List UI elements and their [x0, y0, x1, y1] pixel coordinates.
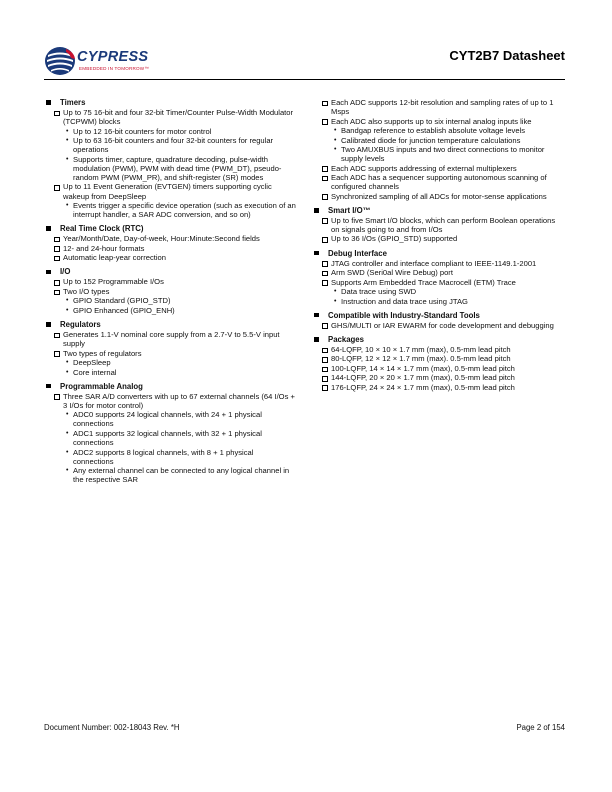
section-title: Compatible with Industry-Standard Tools	[314, 311, 564, 320]
list-item: Up to 11 Event Generation (EVTGEN) timers supporting cyclic wakeup from DeepSleep	[46, 182, 296, 200]
document-number: Document Number: 002-18043 Rev. *H	[44, 723, 180, 732]
header-rule	[44, 79, 565, 80]
sub-list-item: • Bandgap reference to establish absolute voltage levels	[314, 126, 564, 135]
list-item: Synchronized sampling of all ADCs for motor-sense applications	[314, 192, 564, 201]
list-item: Three SAR A/D converters with up to 67 external channels (64 I/Os + 3 I/Os for motor control)	[46, 392, 296, 410]
list-item: 144-LQFP, 20 × 20 × 1.7 mm (max), 0.5-mm lead pitch	[314, 373, 564, 382]
sub-list-item: • Up to 63 16-bit counters and four 32-bit counters for regular operations	[46, 136, 296, 154]
section-title: I/O	[46, 267, 296, 276]
list-item: Up to 36 I/Os (GPIO_STD) supported	[314, 234, 564, 243]
list-item: Up to 75 16-bit and four 32-bit Timer/Counter Pulse-Width Modulator (TCPWM) blocks	[46, 108, 296, 126]
list-item: Each ADC has a sequencer supporting autonomous scanning of configured channels	[314, 173, 564, 191]
list-item: Supports Arm Embedded Trace Macrocell (ETM) Trace	[314, 278, 564, 287]
section-programmable-analog	[46, 382, 296, 485]
list-item: 80-LQFP, 12 × 12 × 1.7 mm (max). 0.5-mm lead pitch	[314, 354, 564, 363]
section-i-o	[46, 267, 296, 315]
logo-tagline: EMBEDDED IN TOMORROW™	[79, 66, 150, 71]
left-column	[46, 98, 296, 489]
section-title: Smart I/O™	[314, 206, 564, 215]
list-item: Year/Month/Date, Day-of-week, Hour:Minute:Second fields	[46, 234, 296, 243]
sub-list-item: • Instruction and data trace using JTAG	[314, 297, 564, 306]
sub-list-item: • GPIO Enhanced (GPIO_ENH)	[46, 306, 296, 315]
sub-list-item: • DeepSleep	[46, 358, 296, 367]
section-real-time-clock-rtc	[46, 224, 296, 262]
list-item: Two I/O types	[46, 287, 296, 296]
section-timers	[46, 98, 296, 219]
sub-list-item: • ADC1 supports 32 logical channels, with 32 + 1 physical connections	[46, 429, 296, 447]
logo-wordmark: CYPRESS	[77, 49, 149, 65]
list-item: Up to 152 Programmable I/Os	[46, 277, 296, 286]
sub-list-item: • Data trace using SWD	[314, 287, 564, 296]
sub-list-item: • Up to 12 16-bit counters for motor control	[46, 127, 296, 136]
list-item: Arm SWD (Seri0al Wire Debug) port	[314, 268, 564, 277]
right-column	[314, 98, 564, 397]
section-smart-i-o	[314, 206, 564, 244]
sub-list-item: • ADC0 supports 24 logical channels, with 24 + 1 physical connections	[46, 410, 296, 428]
list-item: 12- and 24-hour formats	[46, 244, 296, 253]
list-item: 176-LQFP, 24 × 24 × 1.7 mm (max), 0.5-mm lead pitch	[314, 383, 564, 392]
section-title: Regulators	[46, 320, 296, 329]
section-title: Real Time Clock (RTC)	[46, 224, 296, 233]
cypress-tree-icon	[44, 46, 76, 76]
section-title: Programmable Analog	[46, 382, 296, 391]
list-item: Up to five Smart I/O blocks, which can perform Boolean operations on signals going to and from I/Os	[314, 216, 564, 234]
sub-list-item: • Core internal	[46, 368, 296, 377]
cypress-logo	[44, 45, 174, 77]
list-item: 100-LQFP, 14 × 14 × 1.7 mm (max), 0.5-mm lead pitch	[314, 364, 564, 373]
list-item: JTAG controller and interface compliant to IEEE-1149.1-2001	[314, 259, 564, 268]
section-continued	[314, 98, 564, 201]
list-item: GHS/MULTI or IAR EWARM for code development and debugging	[314, 321, 564, 330]
list-item: 64-LQFP, 10 × 10 × 1.7 mm (max), 0.5-mm lead pitch	[314, 345, 564, 354]
page-number: Page 2 of 154	[516, 723, 565, 732]
section-title: Timers	[46, 98, 296, 107]
section-title: Debug Interface	[314, 249, 564, 258]
sub-list-item: • Calibrated diode for junction temperature calculations	[314, 136, 564, 145]
sub-list-item: • Events trigger a specific device operation (such as execution of an interrupt handler, a SAR ADC conversion, and so on)	[46, 201, 296, 219]
section-compatible-with-industry-standard-tools	[314, 311, 564, 330]
sub-list-item: • ADC2 supports 8 logical channels, with 8 + 1 physical connections	[46, 448, 296, 466]
list-item: Generates 1.1-V nominal core supply from a 2.7-V to 5.5-V input supply	[46, 330, 296, 348]
list-item: Each ADC supports addressing of external multiplexers	[314, 164, 564, 173]
section-title: Packages	[314, 335, 564, 344]
sub-list-item: • GPIO Standard (GPIO_STD)	[46, 296, 296, 305]
section-debug-interface	[314, 249, 564, 306]
sub-list-item: • Supports timer, capture, quadrature decoding, pulse-width modulation (PWM), PWM with dead time (PWM_DT), pseudo-random PWM (PWM_PR), and shift-register (SR) modes	[46, 155, 296, 182]
list-item: Automatic leap-year correction	[46, 253, 296, 262]
list-item: Each ADC also supports up to six internal analog inputs like	[314, 117, 564, 126]
list-item: Each ADC supports 12-bit resolution and sampling rates of up to 1 Msps	[314, 98, 564, 116]
page-header	[44, 45, 565, 77]
document-title: CYT2B7 Datasheet	[449, 48, 565, 63]
section-regulators	[46, 320, 296, 377]
section-packages	[314, 335, 564, 392]
sub-list-item: • Two AMUXBUS inputs and two direct connections to monitor supply levels	[314, 145, 564, 163]
list-item: Two types of regulators	[46, 349, 296, 358]
sub-list-item: • Any external channel can be connected to any logical channel in the respective SAR	[46, 466, 296, 484]
